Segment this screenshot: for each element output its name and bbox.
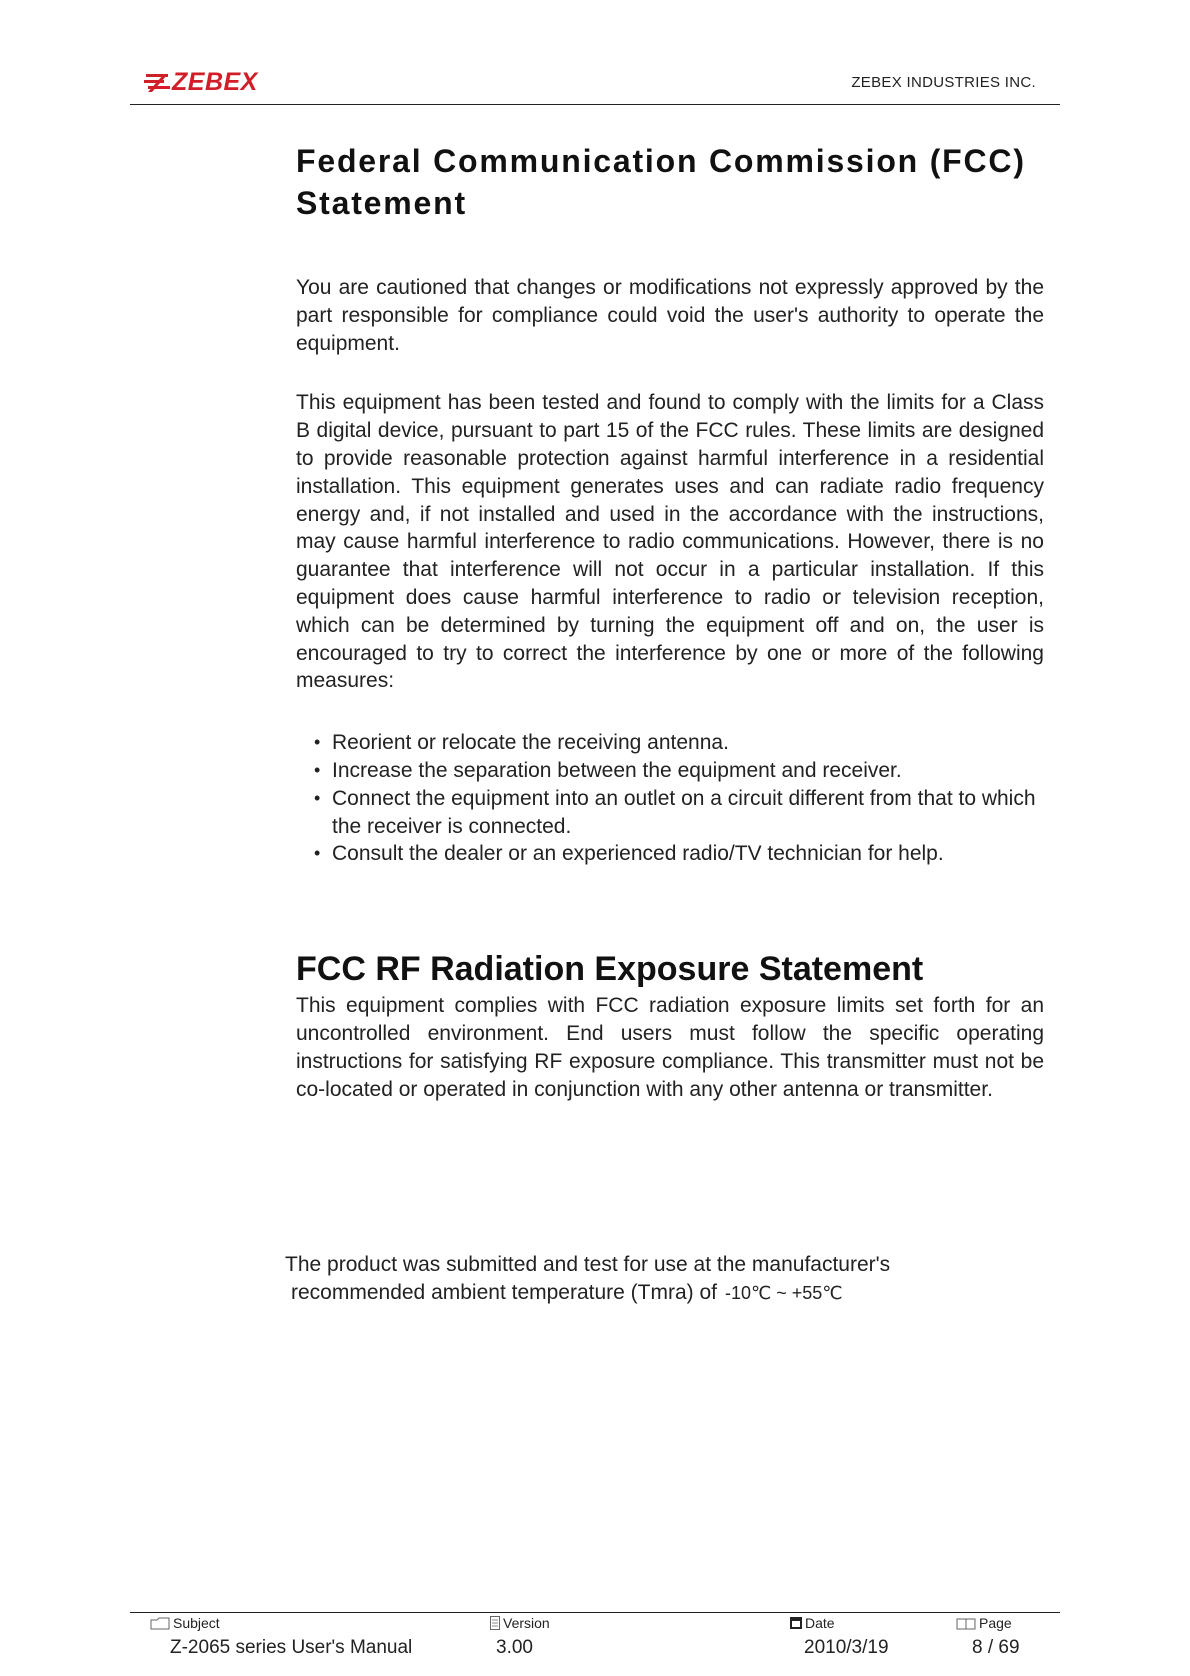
company-name: ZEBEX INDUSTRIES INC.	[851, 74, 1036, 91]
temperature-range: -10℃ ~ +55℃	[725, 1283, 843, 1303]
page-value: 8 / 69	[972, 1637, 1020, 1658]
list-item: • Consult the dealer or an experienced radio/TV technician for help.	[314, 840, 1044, 868]
footer-subject	[150, 1615, 412, 1659]
footer-page	[956, 1615, 1020, 1659]
rf-title: FCC RF Radiation Exposure Statement	[296, 950, 924, 989]
page-content	[296, 140, 1044, 1103]
footer-version	[490, 1615, 550, 1659]
list-item: • Reorient or relocate the receiving antenna.	[314, 729, 1044, 757]
temperature-statement	[285, 1251, 1045, 1307]
temperature-line-1: The product was submitted and test for use at the manufacturer's	[285, 1253, 891, 1276]
date-value: 2010/3/19	[804, 1637, 889, 1658]
version-value: 3.00	[496, 1637, 533, 1658]
fcc-title: Federal Communication Commission (FCC) Statement	[296, 143, 1026, 221]
folder-icon	[150, 1617, 170, 1630]
version-label: Version	[503, 1615, 550, 1631]
page-footer	[130, 1612, 1060, 1673]
temperature-line-2	[285, 1279, 1045, 1307]
fcc-paragraph-compliance: This equipment has been tested and found to comply with the limits for a Class B digital device, pursuant to part 15 of the FCC rules. These limits are designed to provide reasonable protection against harmful interference in a residential installation. This equipment generates uses and can radiate radio frequency energy and, if not installed and used in the accordance with the instructions, may cause harmful interference to radio communications. However, there is no guarantee that interference will not occur in a particular installation. If this equipment does cause harmful interference to radio or television reception, which can be determined by turning the equipment off and on, the user is encouraged to try to correct the interference by one or more of the following measures:	[296, 391, 1044, 693]
page-header	[130, 60, 1060, 105]
subject-label: Subject	[173, 1615, 220, 1631]
temperature-text: recommended ambient temperature (Tmra) of	[291, 1281, 717, 1304]
page-label: Page	[979, 1615, 1012, 1631]
logo-text: ZEBEX	[172, 68, 258, 96]
list-item: • Increase the separation between the equipment and receiver.	[314, 757, 1044, 785]
document-icon	[490, 1616, 500, 1630]
footer-date	[790, 1615, 889, 1659]
fcc-paragraph-caution: You are cautioned that changes or modifications not expressly approved by the part responsible for compliance could void the user's authority to operate the equipment.	[296, 276, 1044, 355]
zebex-logo-icon	[144, 72, 170, 94]
list-item: • Connect the equipment into an outlet on a circuit different from that to which the receiver is connected.	[314, 785, 1044, 841]
calendar-icon	[790, 1617, 802, 1629]
zebex-logo	[144, 68, 258, 97]
measures-list	[296, 729, 1044, 868]
subject-value: Z-2065 series User's Manual	[170, 1637, 413, 1658]
date-label: Date	[805, 1615, 835, 1631]
book-icon	[956, 1617, 976, 1630]
rf-paragraph: This equipment complies with FCC radiation exposure limits set forth for an uncontrolled environment. End users must follow the specific operating instructions for satisfying RF exposure compliance. This transmitter must not be co-located or operated in conjunction with any other antenna or transmitter.	[296, 994, 1044, 1101]
